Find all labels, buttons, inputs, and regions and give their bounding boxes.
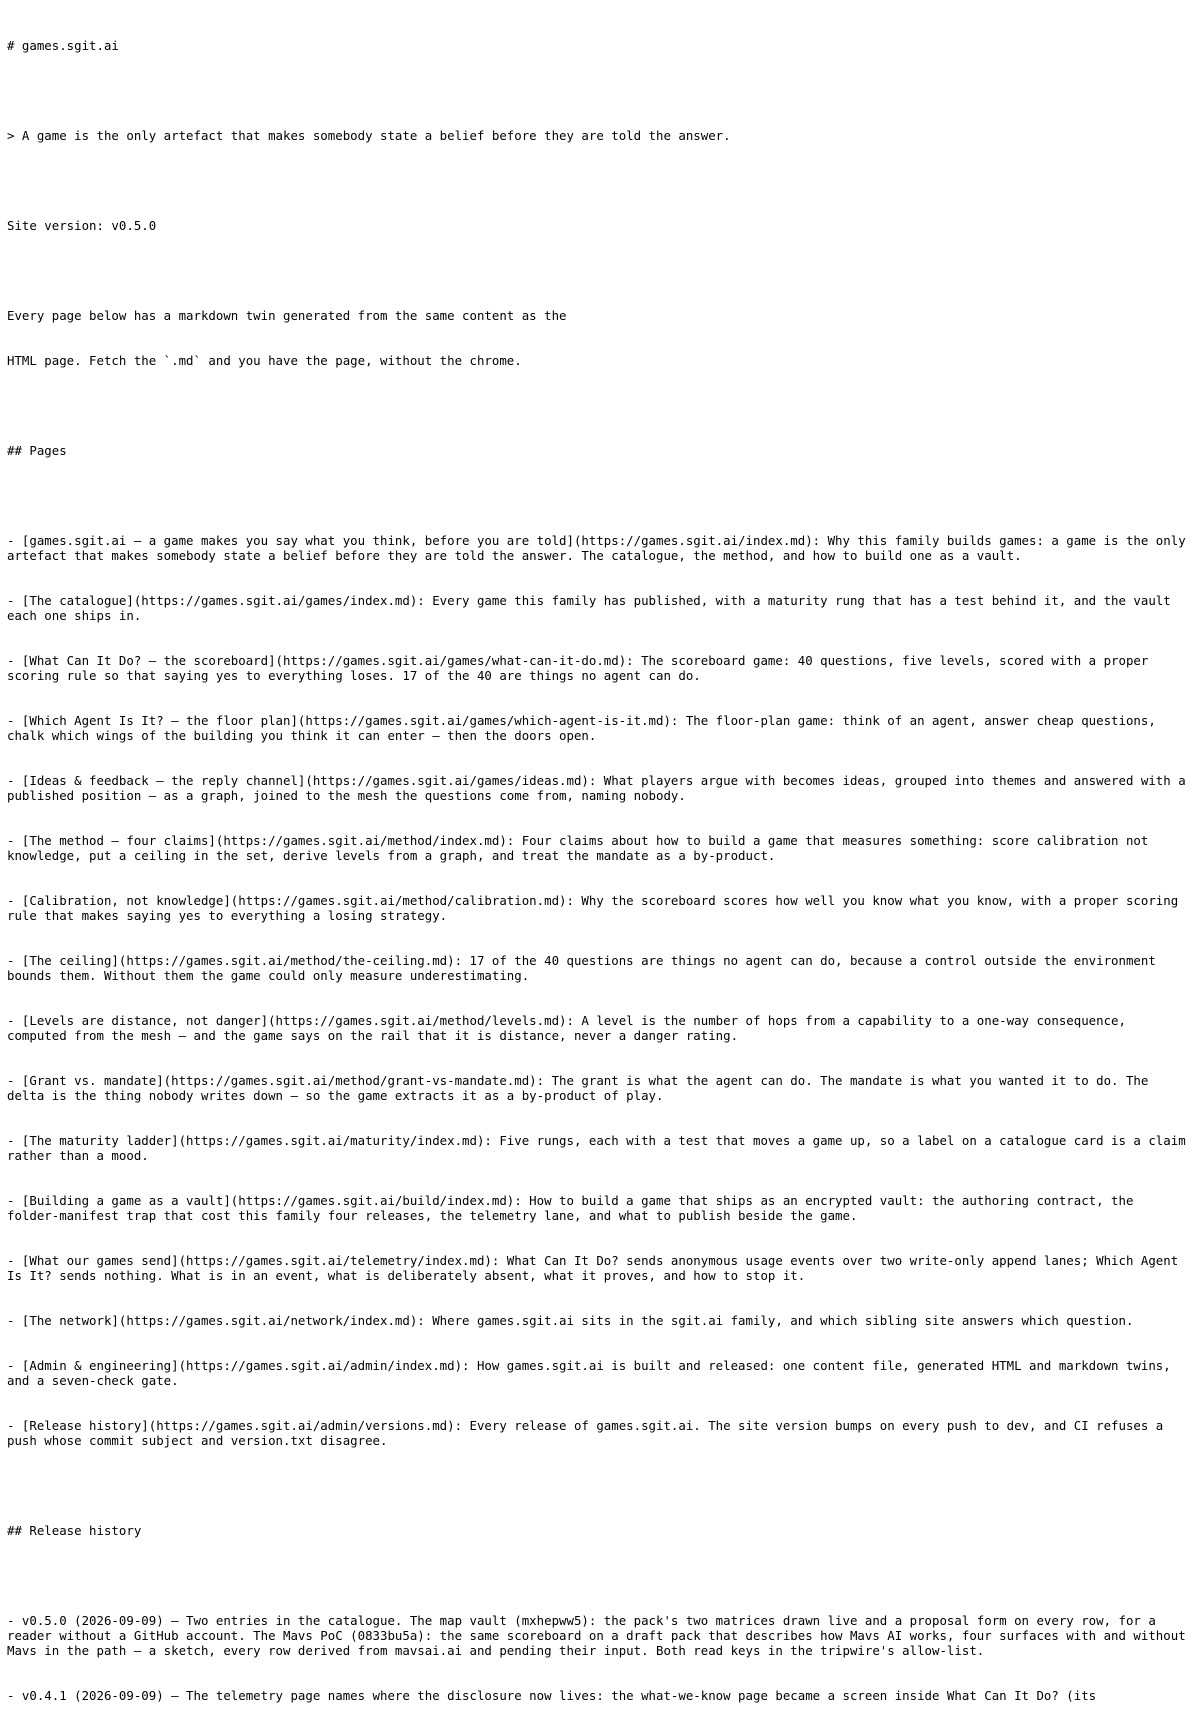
tagline-quote: > A game is the only artefact that makes somebody state a belief before they are told the answer. xyxy=(7,128,731,143)
page-heading: # games.sgit.ai xyxy=(7,38,119,53)
page-list-item[interactable]: - [The ceiling](https://games.sgit.ai/method/the-ceiling.md): 17 of the 40 questions are things no agent can do, because a control outside the environment bounds them. Without them the game could only measure underestimating. xyxy=(7,953,1164,983)
page-list-item[interactable]: - [Calibration, not knowledge](https://games.sgit.ai/method/calibration.md): Why the scoreboard scores how well you know what you know, with a proper scoring rule that makes saying yes to everything a losing strategy. xyxy=(7,893,1186,923)
section-heading-pages: ## Pages xyxy=(7,443,67,458)
intro-line: HTML page. Fetch the `.md` and you have the page, without the chrome. xyxy=(7,353,522,368)
page-list-item[interactable]: - [Admin & engineering](https://games.sgit.ai/admin/index.md): How games.sgit.ai is built and released: one content file, generated HTML and markdown twins, and a seven-check gate. xyxy=(7,1358,1179,1388)
page-list-item[interactable]: - [The catalogue](https://games.sgit.ai/games/index.md): Every game this family has published, with a maturity rung that has a test behind it, and the vault each one ships in. xyxy=(7,593,1179,623)
release-entry: - v0.5.0 (2026-09-09) — Two entries in the catalogue. The map vault (mxhepww5): the pack's two matrices drawn live and a proposal form on every row, for a reader without a GitHub account. The Mavs PoC (0833bu5a): the same scoreboard on a draft pack that describes how Mavs AI works, four surfaces with and without Mavs in the path — a sketch, every row derived from mavsai.ai and pending their input. Both read keys in the tripwire's allow-list. xyxy=(7,1613,1194,1658)
spacer xyxy=(7,1478,1193,1493)
page-list-item[interactable]: - [What Can It Do? — the scoreboard](https://games.sgit.ai/games/what-can-it-do.md): The scoreboard game: 40 questions, five levels, scored with a proper scoring rule so that saying yes to everything loses. 17 of the 40 are things no agent can do. xyxy=(7,653,1156,683)
release-entry: - v0.4.1 (2026-09-09) — The telemetry page names where the disclosure now lives: the what-we-know page became a screen inside What Can It Do? (its xyxy=(7,1688,1097,1703)
page-list-item[interactable]: - [The method — four claims](https://games.sgit.ai/method/index.md): Four claims about how to build a game that measures something: score calibration not knowledge, put a ceiling in the set, derive levels from a graph, and treat the mandate as a by-product. xyxy=(7,833,1156,863)
intro-line: Every page below has a markdown twin generated from the same content as the xyxy=(7,308,567,323)
page-list-item[interactable]: - [The network](https://games.sgit.ai/network/index.md): Where games.sgit.ai sits in the sgit.ai family, and which sibling site answers which question. xyxy=(7,1313,1134,1328)
spacer xyxy=(7,173,1193,188)
page-list-item[interactable]: - [What our games send](https://games.sgit.ai/telemetry/index.md): What Can It Do? sends anonymous usage events over two write-only append lanes; Which Agent Is It? sends nothing. What is in an event, what is deliberately absent, what it proves, and how to stop it. xyxy=(7,1253,1186,1283)
page-list-item[interactable]: - [Levels are distance, not danger](https://games.sgit.ai/method/levels.md): A level is the number of hops from a capability to a one-way consequence, computed from the mesh — and the game says on the rail that it is distance, never a danger rating. xyxy=(7,1013,1134,1043)
page-list-item[interactable]: - [Ideas & feedback — the reply channel](https://games.sgit.ai/games/ideas.md): What players argue with becomes ideas, grouped into themes and answered with a published position — as a graph, joined to the mesh the questions come from, naming nobody. xyxy=(7,773,1194,803)
spacer xyxy=(7,1568,1193,1583)
spacer xyxy=(7,398,1193,413)
site-version: Site version: v0.5.0 xyxy=(7,218,157,233)
spacer xyxy=(7,488,1193,503)
spacer xyxy=(7,83,1193,98)
page-list-item[interactable]: - [Grant vs. mandate](https://games.sgit.ai/method/grant-vs-mandate.md): The grant is what the agent can do. The mandate is what you wanted it to do. The delta is the thing nobody writes down — so the game extracts it as a by-product of play. xyxy=(7,1073,1156,1103)
spacer xyxy=(7,263,1193,278)
page-list-item[interactable]: - [games.sgit.ai — a game makes you say what you think, before you are told](https://games.sgit.ai/index.md): Why this family builds games: a game is the only artefact that makes somebody state a belief before they are told the answer. The catalogue, the method, and how to build one as a vault. xyxy=(7,533,1194,563)
section-heading-release-history: ## Release history xyxy=(7,1523,142,1538)
page-list-item[interactable]: - [Which Agent Is It? — the floor plan](https://games.sgit.ai/games/which-agent-is-it.md): The floor-plan game: think of an agent, answer cheap questions, chalk which wings of the building you think it can enter — then the doors open. xyxy=(7,713,1164,743)
page-list-item[interactable]: - [Building a game as a vault](https://games.sgit.ai/build/index.md): How to build a game that ships as an encrypted vault: the authoring contract, the folder-manifest trap that cost this family four releases, the telemetry lane, and what to publish beside the game. xyxy=(7,1193,1141,1223)
page-list-item[interactable]: - [The maturity ladder](https://games.sgit.ai/maturity/index.md): Five rungs, each with a test that moves a game up, so a label on a catalogue card is a claim rather than a mood. xyxy=(7,1133,1194,1163)
page-list-item[interactable]: - [Release history](https://games.sgit.ai/admin/versions.md): Every release of games.sgit.ai. The site version bumps on every push to dev, and CI refuses a push whose commit subject and version.txt disagree. xyxy=(7,1418,1171,1448)
